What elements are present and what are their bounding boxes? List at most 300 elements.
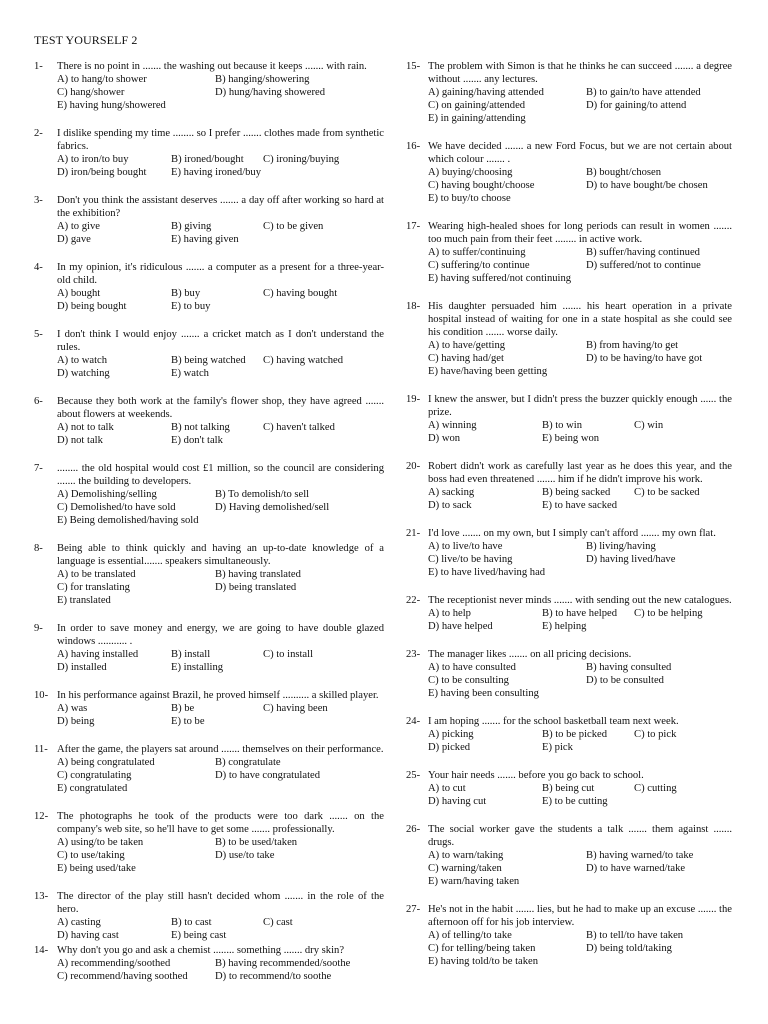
answer-option[interactable]: D) gave <box>57 234 91 245</box>
option-row <box>57 581 384 594</box>
option-row <box>57 421 384 434</box>
answer-option[interactable]: D) having lived/have <box>586 554 676 565</box>
answer-options <box>34 702 384 728</box>
question-text: I knew the answer, but I didn't press the buzzer quickly enough ...... the prize. <box>428 394 732 418</box>
answer-option[interactable]: B) be <box>171 703 195 714</box>
answer-option[interactable]: E) to have lived/having had <box>428 567 546 578</box>
answer-option[interactable]: C) win <box>634 420 664 431</box>
option-row <box>428 272 732 285</box>
answer-options <box>406 849 732 888</box>
question-text: I am hoping ....... for the school basketball team next week. <box>428 716 679 727</box>
question-stem <box>34 810 384 836</box>
option-row <box>57 220 384 233</box>
answer-option[interactable]: D) having cut <box>428 796 487 807</box>
question-text: I don't think I would enjoy ....... a cricket match as I don't understand the rules. <box>57 329 384 353</box>
answer-option[interactable]: D) being translated <box>215 582 297 593</box>
answer-option[interactable]: C) having had/get <box>428 353 504 364</box>
answer-option[interactable]: B) to be picked <box>542 729 608 740</box>
option-row <box>57 367 384 380</box>
answer-option[interactable]: E) in gaining/attending <box>428 113 526 124</box>
answer-option[interactable]: D) won <box>428 433 461 444</box>
question-number: 3- <box>34 195 43 206</box>
question-number: 4- <box>34 262 43 273</box>
answer-option[interactable]: C) to be helping <box>634 608 703 619</box>
answer-option[interactable]: B) having warned/to take <box>586 850 694 861</box>
answer-option[interactable]: C) to be given <box>263 221 324 232</box>
answer-option[interactable]: B) from having/to get <box>586 340 679 351</box>
answer-option[interactable]: E) being used/take <box>57 863 136 874</box>
answer-options <box>34 916 384 942</box>
question-stem <box>406 527 732 540</box>
option-row <box>428 86 732 99</box>
question-number: 7- <box>34 463 43 474</box>
answer-options <box>406 540 732 579</box>
question-number: 25- <box>406 770 421 781</box>
option-row <box>428 620 732 633</box>
answer-option[interactable]: D) installed <box>57 662 107 673</box>
answer-option[interactable]: B) not talking <box>171 422 230 433</box>
answer-options <box>34 421 384 447</box>
answer-option[interactable]: E) having suffered/not continuing <box>428 273 572 284</box>
option-row <box>57 86 384 99</box>
answer-option[interactable]: C) having watched <box>263 355 344 366</box>
question-stem <box>406 300 732 339</box>
answer-option[interactable]: B) being sacked <box>542 487 611 498</box>
option-row <box>57 488 384 501</box>
option-row <box>428 674 732 687</box>
answer-option[interactable]: A) to warn/taking <box>428 850 504 861</box>
answer-option[interactable]: B) being watched <box>171 355 246 366</box>
question-stem <box>34 462 384 488</box>
answer-option[interactable]: A) Demolishing/selling <box>57 489 157 500</box>
option-row <box>428 553 732 566</box>
option-row <box>428 259 732 272</box>
answer-option[interactable]: D) not talk <box>57 435 103 446</box>
answer-option[interactable]: B) buy <box>171 288 201 299</box>
option-row <box>428 432 732 445</box>
option-row <box>57 73 384 86</box>
question-item <box>406 769 732 808</box>
question-number: 24- <box>406 716 421 727</box>
option-row <box>428 566 732 579</box>
option-row <box>57 233 384 246</box>
option-row <box>57 166 384 179</box>
answer-option[interactable]: B) to gain/to have attended <box>586 87 701 98</box>
answer-option[interactable]: E) having been consulting <box>428 688 539 699</box>
answer-option[interactable]: E) to buy <box>171 301 211 312</box>
question-text: The director of the play still hasn't decided whom ....... in the role of the hero. <box>57 891 384 915</box>
answer-option[interactable]: B) ironed/bought <box>171 154 244 165</box>
question-number: 11- <box>34 744 48 755</box>
answer-option[interactable]: E) installing <box>171 662 224 673</box>
answer-option[interactable]: B) having recommended/soothe <box>215 958 351 969</box>
question-item <box>34 890 384 942</box>
answer-option[interactable]: D) hung/having showered <box>215 87 326 98</box>
answer-option[interactable]: A) of telling/to take <box>428 930 512 941</box>
answer-option[interactable]: E) translated <box>57 595 111 606</box>
answer-options <box>406 339 732 378</box>
answer-option[interactable]: A) to iron/to buy <box>57 154 129 165</box>
answer-option[interactable]: B) to tell/to have taken <box>586 930 684 941</box>
answer-option[interactable]: B) to win <box>542 420 583 431</box>
option-row <box>428 339 732 352</box>
question-item <box>406 220 732 285</box>
answer-option[interactable]: B) suffer/having continued <box>586 247 700 258</box>
question-stem <box>34 328 384 354</box>
question-text: The photographs he took of the products were too dark ....... on the company's web site, so he'll have to get some ....... professionally. <box>57 811 384 835</box>
answer-option[interactable]: C) having been <box>263 703 328 714</box>
question-item <box>406 460 732 512</box>
option-row <box>428 741 732 754</box>
question-text: Why don't you go and ask a chemist ........ something ....... dry skin? <box>57 945 345 956</box>
option-row <box>57 501 384 514</box>
question-number: 16- <box>406 141 421 152</box>
question-number: 14- <box>34 945 49 956</box>
answer-option[interactable]: C) haven't talked <box>263 422 335 433</box>
question-stem <box>34 60 384 73</box>
question-number: 23- <box>406 649 421 660</box>
answer-option[interactable]: E) to buy/to choose <box>428 193 511 204</box>
option-row <box>428 795 732 808</box>
question-text: His daughter persuaded him ....... his heart operation in a private hospital instead of waiting for one in a state hospital as she could see his condition ....... worse daily. <box>428 301 732 338</box>
question-stem <box>34 542 384 568</box>
answer-option[interactable]: D) have helped <box>428 621 493 632</box>
answer-option[interactable]: A) to have consulted <box>428 662 516 673</box>
answer-option[interactable]: E) having hung/showered <box>57 100 166 111</box>
answer-option[interactable]: A) casting <box>57 917 101 928</box>
question-stem <box>406 648 732 661</box>
answer-option[interactable]: A) recommending/soothed <box>57 958 171 969</box>
answer-option[interactable]: D) having cast <box>57 930 119 941</box>
question-stem <box>406 715 732 728</box>
question-item <box>406 140 732 205</box>
answer-option[interactable]: D) to be consulted <box>586 675 664 686</box>
answer-option[interactable]: C) on gaining/attended <box>428 100 526 111</box>
option-row <box>428 687 732 700</box>
answer-option[interactable]: E) helping <box>542 621 587 632</box>
question-number: 20- <box>406 461 421 472</box>
option-row <box>57 715 384 728</box>
answer-option[interactable]: D) iron/being bought <box>57 167 147 178</box>
option-row <box>57 862 384 875</box>
answer-option[interactable]: C) for telling/being taken <box>428 943 536 954</box>
answer-option[interactable]: C) to be sacked <box>634 487 700 498</box>
answer-option[interactable]: C) live/to be having <box>428 554 513 565</box>
answer-option[interactable]: D) suffered/not to continue <box>586 260 701 271</box>
question-stem <box>406 460 732 486</box>
question-number: 18- <box>406 301 421 312</box>
answer-option[interactable]: C) for translating <box>57 582 130 593</box>
option-row <box>428 728 732 741</box>
question-number: 17- <box>406 221 421 232</box>
question-item <box>406 823 732 888</box>
answer-option[interactable]: A) bought <box>57 288 101 299</box>
option-row <box>428 365 732 378</box>
answer-option[interactable]: C) suffering/to continue <box>428 260 530 271</box>
question-stem <box>406 60 732 86</box>
answer-option[interactable]: B) living/having <box>586 541 656 552</box>
answer-option[interactable]: D) being told/taking <box>586 943 672 954</box>
question-item <box>34 462 384 527</box>
question-stem <box>406 140 732 166</box>
answer-option[interactable]: A) to give <box>57 221 100 232</box>
answer-option[interactable]: D) to have warned/take <box>586 863 686 874</box>
answer-option[interactable]: A) gaining/having attended <box>428 87 544 98</box>
answer-option[interactable]: D) use/to take <box>215 850 275 861</box>
option-row <box>57 568 384 581</box>
option-row <box>428 782 732 795</box>
question-text: Your hair needs ....... before you go back to school. <box>428 770 644 781</box>
option-row <box>428 955 732 968</box>
question-text: Robert didn't work as carefully last year as he does this year, and the boss had even threatened ....... him if he didn't improve his work. <box>428 461 732 485</box>
answer-option[interactable]: A) to watch <box>57 355 108 366</box>
answer-option[interactable]: A) picking <box>428 729 474 740</box>
answer-option[interactable]: A) to cut <box>428 783 466 794</box>
answer-option[interactable]: A) being congratulated <box>57 757 155 768</box>
question-item <box>34 127 384 179</box>
question-number: 21- <box>406 528 421 539</box>
question-number: 8- <box>34 543 43 554</box>
answer-option[interactable]: B) giving <box>171 221 212 232</box>
answer-option[interactable]: B) having consulted <box>586 662 672 673</box>
answer-option[interactable]: B) To demolish/to sell <box>215 489 310 500</box>
option-row <box>57 287 384 300</box>
option-row <box>57 99 384 112</box>
option-row <box>428 99 732 112</box>
option-row <box>57 594 384 607</box>
option-row <box>428 849 732 862</box>
option-row <box>57 769 384 782</box>
question-stem <box>406 393 732 419</box>
option-row <box>57 354 384 367</box>
answer-option[interactable]: C) cutting <box>634 783 677 794</box>
answer-options <box>406 607 732 633</box>
answer-option[interactable]: E) to be cutting <box>542 796 608 807</box>
answer-option[interactable]: C) warning/taken <box>428 863 502 874</box>
question-stem <box>406 594 732 607</box>
question-item <box>34 689 384 728</box>
question-item <box>406 60 732 125</box>
answer-option[interactable]: D) to have congratulated <box>215 770 321 781</box>
answer-option[interactable]: E) congratulated <box>57 783 128 794</box>
option-row <box>428 179 732 192</box>
answer-options <box>406 929 732 968</box>
question-number: 27- <box>406 904 421 915</box>
question-stem <box>406 903 732 929</box>
question-text: We have decided ....... a new Ford Focus, but we are not certain about which colour ....... . <box>428 141 732 165</box>
answer-option[interactable]: C) ironing/buying <box>263 154 340 165</box>
option-row <box>428 112 732 125</box>
answer-option[interactable]: A) to help <box>428 608 471 619</box>
answer-option[interactable]: D) to have bought/be chosen <box>586 180 708 191</box>
answer-option[interactable]: E) have/having been getting <box>428 366 548 377</box>
question-text: The problem with Simon is that he thinks he can succeed ....... a degree without ....... any lectures. <box>428 61 732 85</box>
answer-option[interactable]: E) having told/to be taken <box>428 956 539 967</box>
left-question-column <box>34 60 384 983</box>
option-row <box>428 499 732 512</box>
question-stem <box>34 127 384 153</box>
question-text: Wearing high-healed shoes for long periods can result in women ....... too much pain from their feet ........ in active work. <box>428 221 732 245</box>
question-number: 26- <box>406 824 421 835</box>
question-text: In order to save money and energy, we are going to have double glazed windows ........... . <box>57 623 384 647</box>
answer-options <box>34 836 384 875</box>
question-stem <box>406 220 732 246</box>
answer-options <box>34 73 384 112</box>
answer-option[interactable]: E) having ironed/buy <box>171 167 262 178</box>
right-question-column <box>406 60 732 968</box>
answer-option[interactable]: B) install <box>171 649 211 660</box>
answer-option[interactable]: D) picked <box>428 742 471 753</box>
option-row <box>428 942 732 955</box>
answer-option[interactable]: B) to be used/taken <box>215 837 298 848</box>
answer-option[interactable]: B) being cut <box>542 783 595 794</box>
answer-option[interactable]: C) having bought/choose <box>428 180 535 191</box>
question-text: Being able to think quickly and having an up-to-date knowledge of a language is essential....... speakers simultaneously. <box>57 543 384 567</box>
answer-option[interactable]: A) having installed <box>57 649 139 660</box>
answer-option[interactable]: C) cast <box>263 917 293 928</box>
option-row <box>57 849 384 862</box>
answer-option[interactable]: D) watching <box>57 368 110 379</box>
question-item <box>34 60 384 112</box>
answer-option[interactable]: E) pick <box>542 742 573 753</box>
option-row <box>57 300 384 313</box>
answer-option[interactable]: C) having bought <box>263 288 338 299</box>
answer-option[interactable]: C) Demolished/to have sold <box>57 502 176 513</box>
answer-option[interactable]: A) to suffer/continuing <box>428 247 526 258</box>
answer-option[interactable]: B) to have helped <box>542 608 618 619</box>
answer-option[interactable]: D) being bought <box>57 301 127 312</box>
answer-option[interactable]: E) watch <box>171 368 209 379</box>
question-stem <box>34 622 384 648</box>
question-item <box>34 622 384 674</box>
question-text: The manager likes ....... on all pricing decisions. <box>428 649 632 660</box>
option-row <box>428 192 732 205</box>
answer-option[interactable]: B) to cast <box>171 917 212 928</box>
option-row <box>428 929 732 942</box>
question-number: 13- <box>34 891 49 902</box>
answer-option[interactable]: E) being cast <box>171 930 227 941</box>
answer-option[interactable]: E) don't talk <box>171 435 223 446</box>
answer-option[interactable]: B) hanging/showering <box>215 74 310 85</box>
question-item <box>406 903 732 968</box>
answer-option[interactable]: D) Having demolished/sell <box>215 502 330 513</box>
answer-option[interactable]: C) congratulating <box>57 770 132 781</box>
answer-option[interactable]: D) for gaining/to attend <box>586 100 687 111</box>
question-item <box>34 810 384 875</box>
answer-options <box>406 661 732 700</box>
answer-option[interactable]: D) to sack <box>428 500 472 511</box>
question-number: 2- <box>34 128 43 139</box>
question-stem <box>34 944 384 957</box>
answer-option[interactable]: D) to be having/to have got <box>586 353 703 364</box>
option-row <box>57 661 384 674</box>
option-row <box>428 607 732 620</box>
option-row <box>57 957 384 970</box>
answer-option[interactable]: E) to have sacked <box>542 500 618 511</box>
question-item <box>406 527 732 579</box>
answer-option[interactable]: C) to use/taking <box>57 850 125 861</box>
answer-option[interactable]: C) recommend/having soothed <box>57 971 188 982</box>
answer-option[interactable]: D) being <box>57 716 95 727</box>
question-stem <box>34 261 384 287</box>
answer-option[interactable]: E) being won <box>542 433 600 444</box>
answer-option[interactable]: D) to recommend/to soothe <box>215 971 332 982</box>
answer-options <box>34 153 384 179</box>
question-stem <box>34 890 384 916</box>
answer-option[interactable]: A) not to talk <box>57 422 114 433</box>
answer-option[interactable]: B) having translated <box>215 569 301 580</box>
option-row <box>57 836 384 849</box>
question-text: The receptionist never minds ....... with sending out the new catalogues. <box>428 595 732 606</box>
answer-option[interactable]: A) to hang/to shower <box>57 74 147 85</box>
question-number: 19- <box>406 394 421 405</box>
answer-options <box>406 782 732 808</box>
question-text: After the game, the players sat around ....... themselves on their performance. <box>57 744 384 755</box>
answer-option[interactable]: A) winning <box>428 420 477 431</box>
option-row <box>57 434 384 447</box>
question-item <box>34 395 384 447</box>
answer-option[interactable]: C) to be consulting <box>428 675 509 686</box>
answer-options <box>34 756 384 795</box>
answer-options <box>34 220 384 246</box>
option-row <box>57 514 384 527</box>
question-text: In my opinion, it's ridiculous ....... a computer as a present for a three-year-old child. <box>57 262 384 286</box>
question-number: 22- <box>406 595 421 606</box>
answer-options <box>406 419 732 445</box>
question-text: I dislike spending my time ........ so I prefer ....... clothes made from synthetic fabrics. <box>57 128 384 152</box>
question-item <box>34 328 384 380</box>
option-row <box>57 153 384 166</box>
answer-options <box>34 287 384 313</box>
question-text: There is no point in ....... the washing out because it keeps ....... with rain. <box>57 61 367 72</box>
answer-option[interactable]: A) to have/getting <box>428 340 506 351</box>
answer-option[interactable]: A) using/to be taken <box>57 837 144 848</box>
answer-options <box>34 957 384 983</box>
answer-option[interactable]: B) congratulate <box>215 757 281 768</box>
answer-option[interactable]: E) to be <box>171 716 205 727</box>
question-stem <box>34 689 384 702</box>
answer-option[interactable]: B) bought/chosen <box>586 167 662 178</box>
answer-option[interactable]: E) Being demolished/having sold <box>57 515 199 526</box>
answer-option[interactable]: A) buying/choosing <box>428 167 513 178</box>
question-item <box>34 743 384 795</box>
answer-option[interactable]: C) to install <box>263 649 314 660</box>
question-number: 5- <box>34 329 43 340</box>
question-text: Don't you think the assistant deserves ....... a day off after working so hard at the exhibition? <box>57 195 384 219</box>
answer-option[interactable]: A) to live/to have <box>428 541 503 552</box>
answer-options <box>406 166 732 205</box>
question-number: 15- <box>406 61 421 72</box>
answer-option[interactable]: C) hang/shower <box>57 87 125 98</box>
answer-option[interactable]: A) sacking <box>428 487 475 498</box>
option-row <box>57 702 384 715</box>
option-row <box>428 352 732 365</box>
answer-option[interactable]: E) warn/having taken <box>428 876 520 887</box>
question-number: 9- <box>34 623 43 634</box>
answer-option[interactable]: A) to be translated <box>57 569 136 580</box>
question-stem <box>34 743 384 756</box>
answer-option[interactable]: A) was <box>57 703 88 714</box>
option-row <box>428 419 732 432</box>
option-row <box>57 916 384 929</box>
question-text: In his performance against Brazil, he proved himself .......... a skilled player. <box>57 690 379 701</box>
answer-option[interactable]: E) having given <box>171 234 239 245</box>
question-item <box>406 300 732 378</box>
answer-options <box>34 488 384 527</box>
question-item <box>406 393 732 445</box>
answer-option[interactable]: C) to pick <box>634 729 677 740</box>
option-row <box>428 540 732 553</box>
